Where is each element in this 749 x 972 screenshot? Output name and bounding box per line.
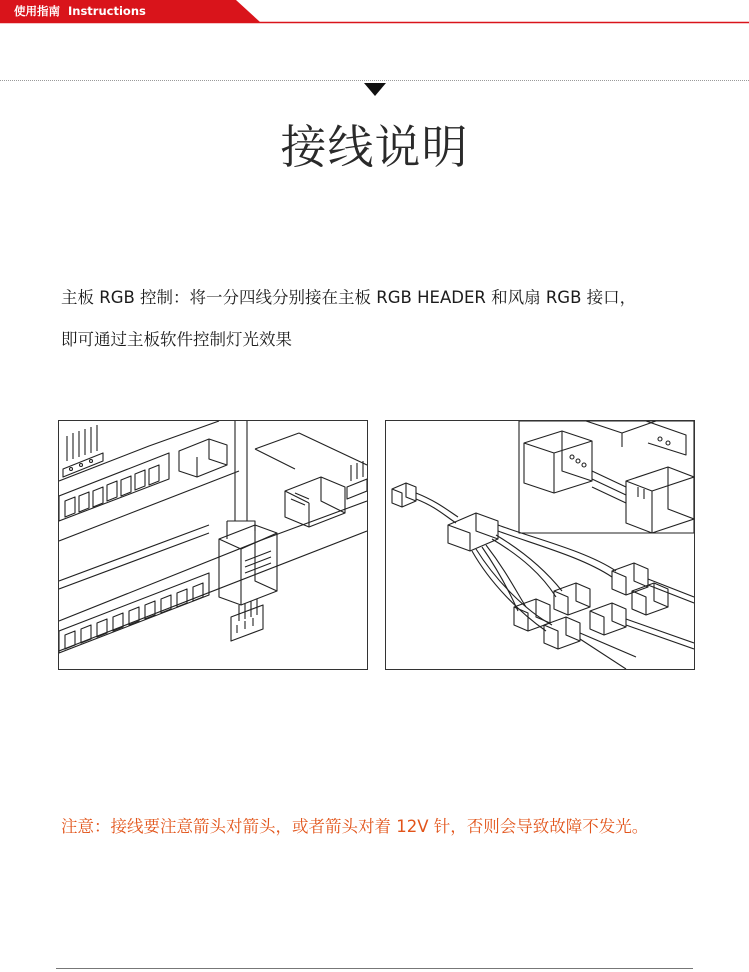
description-line-1: 主板 RGB 控制：将一分四线分别接在主板 RGB HEADER 和风扇 RGB 接口， bbox=[61, 288, 637, 307]
splitter-cable-illustration bbox=[386, 421, 694, 669]
section-divider bbox=[0, 80, 749, 81]
warning-note: 注意：接线要注意箭头对箭头，或者箭头对着 12V 针，否则会导致故障不发光。 bbox=[61, 817, 649, 836]
motherboard-connection-figure bbox=[58, 420, 368, 670]
down-triangle-icon bbox=[364, 83, 386, 97]
header-section-label bbox=[14, 2, 146, 20]
motherboard-rgb-header-illustration bbox=[59, 421, 367, 669]
splitter-cable-figure bbox=[385, 420, 695, 670]
header-bar bbox=[0, 0, 749, 24]
header-section-cn: 使用指南 bbox=[14, 4, 60, 18]
bottom-divider bbox=[56, 968, 693, 969]
description-line-2: 即可通过主板软件控制灯光效果 bbox=[61, 330, 292, 349]
page-title: 接线说明 bbox=[280, 120, 469, 174]
header-section-en: Instructions bbox=[68, 4, 146, 18]
